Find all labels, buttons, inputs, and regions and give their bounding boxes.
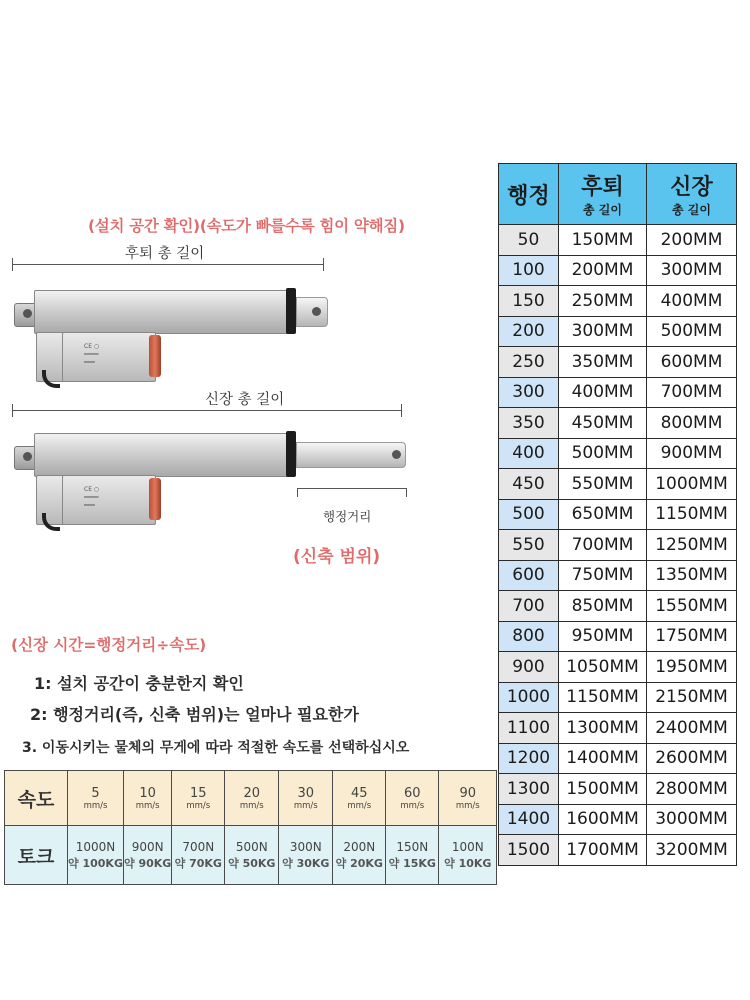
extend-length-cell: 1250MM <box>647 530 737 561</box>
retract-length-cell: 150MM <box>559 225 647 256</box>
stroke-value-cell: 800 <box>499 621 559 652</box>
instruction-3: 3. 이동시키는 물체의 무게에 따라 적절한 속도를 선택하십시오 <box>22 740 410 756</box>
speed-cell: 10 mm/s <box>123 771 171 826</box>
stroke-table-row <box>499 530 737 561</box>
extend-length-cell: 3200MM <box>647 835 737 866</box>
retract-length-cell: 200MM <box>559 255 647 286</box>
stroke-table-header <box>499 164 737 225</box>
extend-length-cell: 800MM <box>647 408 737 439</box>
stroke-table-row <box>499 774 737 805</box>
stroke-value-cell: 550 <box>499 530 559 561</box>
retract-length-cell: 1700MM <box>559 835 647 866</box>
extend-column-header: 신장 총 길이 <box>647 164 737 225</box>
stroke-value-cell: 1300 <box>499 774 559 805</box>
stroke-table-row <box>499 835 737 866</box>
retract-length-cell: 1400MM <box>559 743 647 774</box>
stroke-bracket <box>297 488 407 497</box>
retract-length-cell: 250MM <box>559 286 647 317</box>
torque-cell: 900N 약 90KG <box>123 826 171 885</box>
torque-cell: 700N 약 70KG <box>172 826 225 885</box>
stroke-value-cell: 200 <box>499 316 559 347</box>
retract-length-cell: 300MM <box>559 316 647 347</box>
stroke-table-row <box>499 652 737 683</box>
stroke-table-row <box>499 713 737 744</box>
retract-length-cell: 1500MM <box>559 774 647 805</box>
stroke-table-row <box>499 591 737 622</box>
extend-length-cell: 2150MM <box>647 682 737 713</box>
extend-length-cell: 200MM <box>647 225 737 256</box>
stroke-value-cell: 350 <box>499 408 559 439</box>
stroke-value-cell: 300 <box>499 377 559 408</box>
instruction-1: 1: 설치 공간이 충분한지 확인 <box>34 674 244 693</box>
stroke-table-row <box>499 743 737 774</box>
extend-length-cell: 1150MM <box>647 499 737 530</box>
speed-cell: 30 mm/s <box>279 771 333 826</box>
torque-cell: 150N 약 15KG <box>386 826 439 885</box>
stroke-value-cell: 1100 <box>499 713 559 744</box>
retract-length-cell: 1600MM <box>559 804 647 835</box>
stroke-value-cell: 1400 <box>499 804 559 835</box>
stroke-value-cell: 1000 <box>499 682 559 713</box>
retract-length-cell: 550MM <box>559 469 647 500</box>
stroke-table-row <box>499 682 737 713</box>
stroke-table-row <box>499 408 737 439</box>
stroke-value-cell: 100 <box>499 255 559 286</box>
extend-length-cell: 500MM <box>647 316 737 347</box>
stroke-range-label: (신축 범위) <box>293 547 381 567</box>
extend-length-cell: 1350MM <box>647 560 737 591</box>
extend-dimension-line <box>12 410 402 411</box>
torque-cell: 1000N 약 100KG <box>68 826 124 885</box>
stroke-table-row <box>499 286 737 317</box>
extend-length-cell: 600MM <box>647 347 737 378</box>
stroke-table-row <box>499 499 737 530</box>
speed-cell: 20 mm/s <box>225 771 279 826</box>
extend-length-cell: 300MM <box>647 255 737 286</box>
torque-header: 토크 <box>5 826 68 885</box>
torque-row <box>5 826 497 885</box>
extend-length-cell: 700MM <box>647 377 737 408</box>
stroke-value-cell: 600 <box>499 560 559 591</box>
stroke-value-cell: 900 <box>499 652 559 683</box>
torque-cell: 500N 약 50KG <box>225 826 279 885</box>
speed-cell: 45 mm/s <box>333 771 386 826</box>
stroke-value-cell: 250 <box>499 347 559 378</box>
extend-length-cell: 2400MM <box>647 713 737 744</box>
stroke-value-cell: 50 <box>499 225 559 256</box>
torque-cell: 100N 약 10KG <box>439 826 497 885</box>
retract-length-cell: 950MM <box>559 621 647 652</box>
speed-header: 속도 <box>5 771 68 826</box>
stroke-value-cell: 1500 <box>499 835 559 866</box>
retract-length-cell: 700MM <box>559 530 647 561</box>
extend-length-cell: 1750MM <box>647 621 737 652</box>
speed-torque-table <box>4 770 497 885</box>
retract-length-cell: 450MM <box>559 408 647 439</box>
stroke-table-row <box>499 347 737 378</box>
speed-cell: 90 mm/s <box>439 771 497 826</box>
stroke-table-row <box>499 804 737 835</box>
extend-length-cell: 1950MM <box>647 652 737 683</box>
torque-cell: 200N 약 20KG <box>333 826 386 885</box>
stroke-table-row <box>499 316 737 347</box>
retract-length-cell: 500MM <box>559 438 647 469</box>
stroke-table-row <box>499 377 737 408</box>
extension-time-formula: (신장 시간=행정거리÷속도) <box>11 636 207 654</box>
retract-length-cell: 350MM <box>559 347 647 378</box>
speed-cell: 15 mm/s <box>172 771 225 826</box>
actuator-retracted-image: CE ○ ━━━━ ━━━ <box>14 285 334 395</box>
extend-length-cell: 2800MM <box>647 774 737 805</box>
extend-length-cell: 400MM <box>647 286 737 317</box>
stroke-value-cell: 700 <box>499 591 559 622</box>
stroke-table-row <box>499 438 737 469</box>
actuator-extended-image: CE ○ ━━━━ ━━━ <box>14 428 414 538</box>
stroke-table-row <box>499 560 737 591</box>
retract-length-cell: 650MM <box>559 499 647 530</box>
extend-length-cell: 1000MM <box>647 469 737 500</box>
stroke-table-row <box>499 225 737 256</box>
stroke-column-header: 행정 <box>499 164 559 225</box>
stroke-value-cell: 500 <box>499 499 559 530</box>
extend-length-label: 신장 총 길이 <box>205 392 285 408</box>
stroke-table-row <box>499 469 737 500</box>
stroke-value-cell: 150 <box>499 286 559 317</box>
stroke-table-row <box>499 621 737 652</box>
speed-row <box>5 771 497 826</box>
retract-dimension-line <box>12 264 324 265</box>
instruction-2: 2: 행정거리(즉, 신축 범위)는 얼마나 필요한가 <box>30 705 359 724</box>
actuator-diagram <box>0 200 470 570</box>
extend-length-cell: 2600MM <box>647 743 737 774</box>
retract-length-cell: 1300MM <box>559 713 647 744</box>
retract-length-label: 후퇴 총 길이 <box>125 246 205 262</box>
speed-cell: 5 mm/s <box>68 771 124 826</box>
stroke-length-table <box>498 163 737 866</box>
installation-title: (설치 공간 확인)(속도가 빠를수록 힘이 약해짐) <box>88 217 405 235</box>
extend-length-cell: 900MM <box>647 438 737 469</box>
extend-length-cell: 3000MM <box>647 804 737 835</box>
retract-length-cell: 1050MM <box>559 652 647 683</box>
retract-length-cell: 850MM <box>559 591 647 622</box>
stroke-table-row <box>499 255 737 286</box>
stroke-value-cell: 1200 <box>499 743 559 774</box>
stroke-value-cell: 400 <box>499 438 559 469</box>
torque-cell: 300N 약 30KG <box>279 826 333 885</box>
retract-column-header: 후퇴 총 길이 <box>559 164 647 225</box>
extend-length-cell: 1550MM <box>647 591 737 622</box>
stroke-value-cell: 450 <box>499 469 559 500</box>
retract-length-cell: 400MM <box>559 377 647 408</box>
retract-length-cell: 1150MM <box>559 682 647 713</box>
speed-cell: 60 mm/s <box>386 771 439 826</box>
stroke-distance-label: 행정거리 <box>323 509 372 524</box>
retract-length-cell: 750MM <box>559 560 647 591</box>
